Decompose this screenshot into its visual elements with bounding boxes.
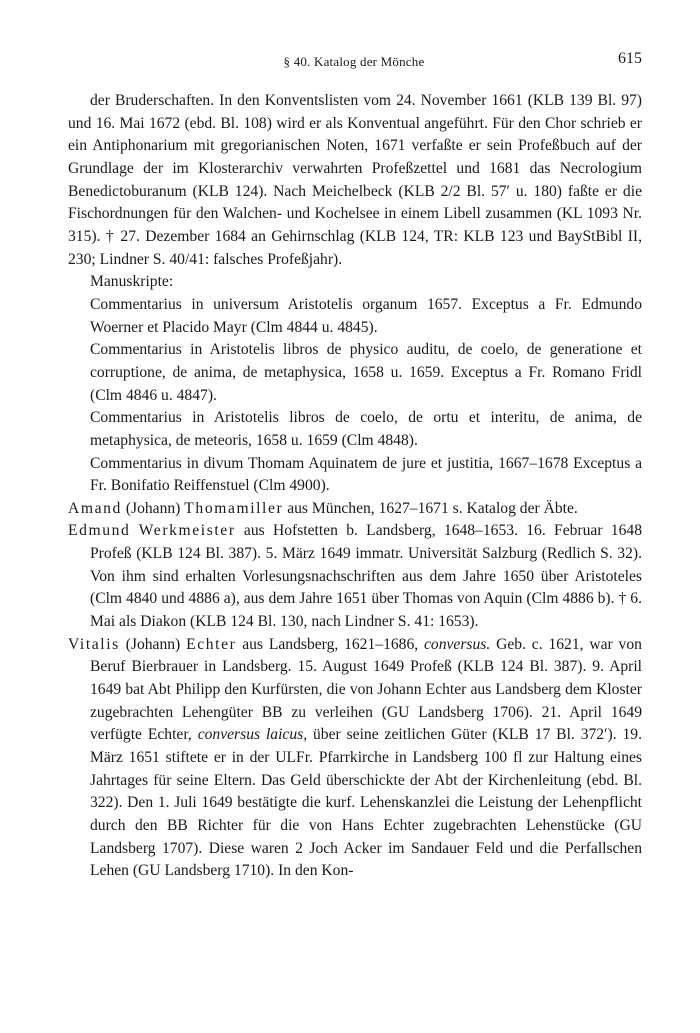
entry-name: Vitalis — [68, 635, 120, 653]
catalog-entry-edmund — [68, 520, 642, 633]
entry-text: aus Hofstetten b. Landsberg, 1648–1653. 16. Februar 1648 Profeß (KLB 124 Bl. 387). 5. März 1649 immatr. Universität Salzburg (Redlich S. 32). Von ihm sind erhalten Vorlesungsnachschriften aus dem Jahre 1650 über Aristoteles (Clm 4840 und 4886 a), aus dem Jahre 1651 über Thomas von Aquin (Clm 4886 b). † 6. Mai als Diakon (KLB 124 Bl. 130, nach Lindner S. 41: 1653). — [90, 522, 642, 631]
page-body — [68, 90, 642, 883]
manuscripts-heading: Manuskripte: — [90, 273, 174, 291]
entry-text: über seine zeitlichen Güter (KLB 17 Bl. 372′). 19. März 1651 stiftete er in der ULFr. Pfarrkirche in Landsberg 100 fl zur Haltung eines Jahrtages für seine Eltern. Das Geld überschickte der Abt der Kirchenleitung (ebd. Bl. 322). Den 1. Juli 1649 bestätigte die kurf. Lehenskanzlei die Leistung der Lehenpflicht durch den BB Richter für die von Hans Echter zugebrachten Lehenstücke (GU Landsberg 1707). Diese waren 2 Joch Acker im Sandauer Feld und die Perfallschen Lehen (GU Landsberg 1710). In den Kon- — [90, 726, 642, 880]
entry-italic-term: conversus laicus, — [197, 726, 308, 744]
page-number: 615 — [618, 50, 642, 67]
entry-italic-term: conversus. — [424, 635, 491, 653]
entry-text: Geb. c. 1621, war von Beruf Bierbrauer in Landsberg. 15. August 1649 Profeß (KLB 124 Bl. 387). 9. April 1649 bat Abt Philipp den Kurfürsten, die von Johann Echter aus Landsberg dem Kloster zugebrachten Lehengüter BB zu verleihen (GU Landsberg 1706). 21. April 1649 verfügte Echter, — [90, 635, 642, 744]
manuscript-item: Commentarius in Aristotelis libros de physico auditu, de coelo, de generatione et corruptione, de anima, de metaphysica, 1658 u. 1659. Exceptus a Fr. Romano Fridl (Clm 4846 u. 4847). — [90, 341, 642, 404]
entry-text: aus München, 1627–1671 s. Katalog der Äbte. — [287, 499, 578, 517]
continuation-paragraph: der Bruderschaften. In den Konventslisten vom 24. November 1661 (KLB 139 Bl. 97) und 16. Mai 1672 (ebd. Bl. 108) wird er als Konventual angeführt. Für den Chor schrieb er ein Antiphonarium mit gregorianischen Noten, 1671 verfaßte er sein Profeßbuch auf der Grundlage der im Klosterarchiv verwahrten Profeßzettel und 1681 das Necrologium Benedictoburanum (KLB 124). Nach Meichelbeck (KLB 2/2 Bl. 57′ u. 180) faßte er die Fischordnungen für den Walchen- und Kochelsee in einem Libell zusammen (KL 1093 Nr. 315). † 27. Dezember 1684 an Gehirnschlag (KLB 124, TR: KLB 123 und BayStBibl II, 230; Lindner S. 40/41: falsches Profeßjahr). — [68, 92, 642, 268]
catalog-entry-vitalis — [68, 634, 642, 883]
entry-text: aus Landsberg, 1621–1686, — [242, 635, 419, 653]
entry-surname: Echter — [186, 635, 237, 653]
manuscript-item: Commentarius in universum Aristotelis organum 1657. Exceptus a Fr. Edmundo Woerner et Placido Mayr (Clm 4844 u. 4845). — [90, 295, 642, 336]
manuscript-item: Commentarius in Aristotelis libros de coelo, de ortu et interitu, de anima, de metaphysica, de meteoris, 1658 u. 1659 (Clm 4848). — [90, 409, 642, 449]
entry-name: Amand — [68, 499, 122, 517]
catalog-entry-amand — [68, 498, 642, 521]
page-header — [66, 50, 642, 74]
entry-name: Edmund — [68, 522, 131, 540]
entry-surname: Thomamiller — [184, 499, 284, 517]
entry-name-given: (Johann) — [125, 635, 181, 653]
entry-name-given: (Johann) — [125, 499, 181, 517]
manuscript-item: Commentarius in divum Thomam Aquinatem de jure et justitia, 1667–1678 Exceptus a Fr. Bonifatio Reiffenstuel (Clm 4900). — [90, 454, 642, 495]
entry-surname: Werkmeister — [138, 522, 236, 540]
running-head: § 40. Katalog der Mönche — [283, 54, 425, 69]
